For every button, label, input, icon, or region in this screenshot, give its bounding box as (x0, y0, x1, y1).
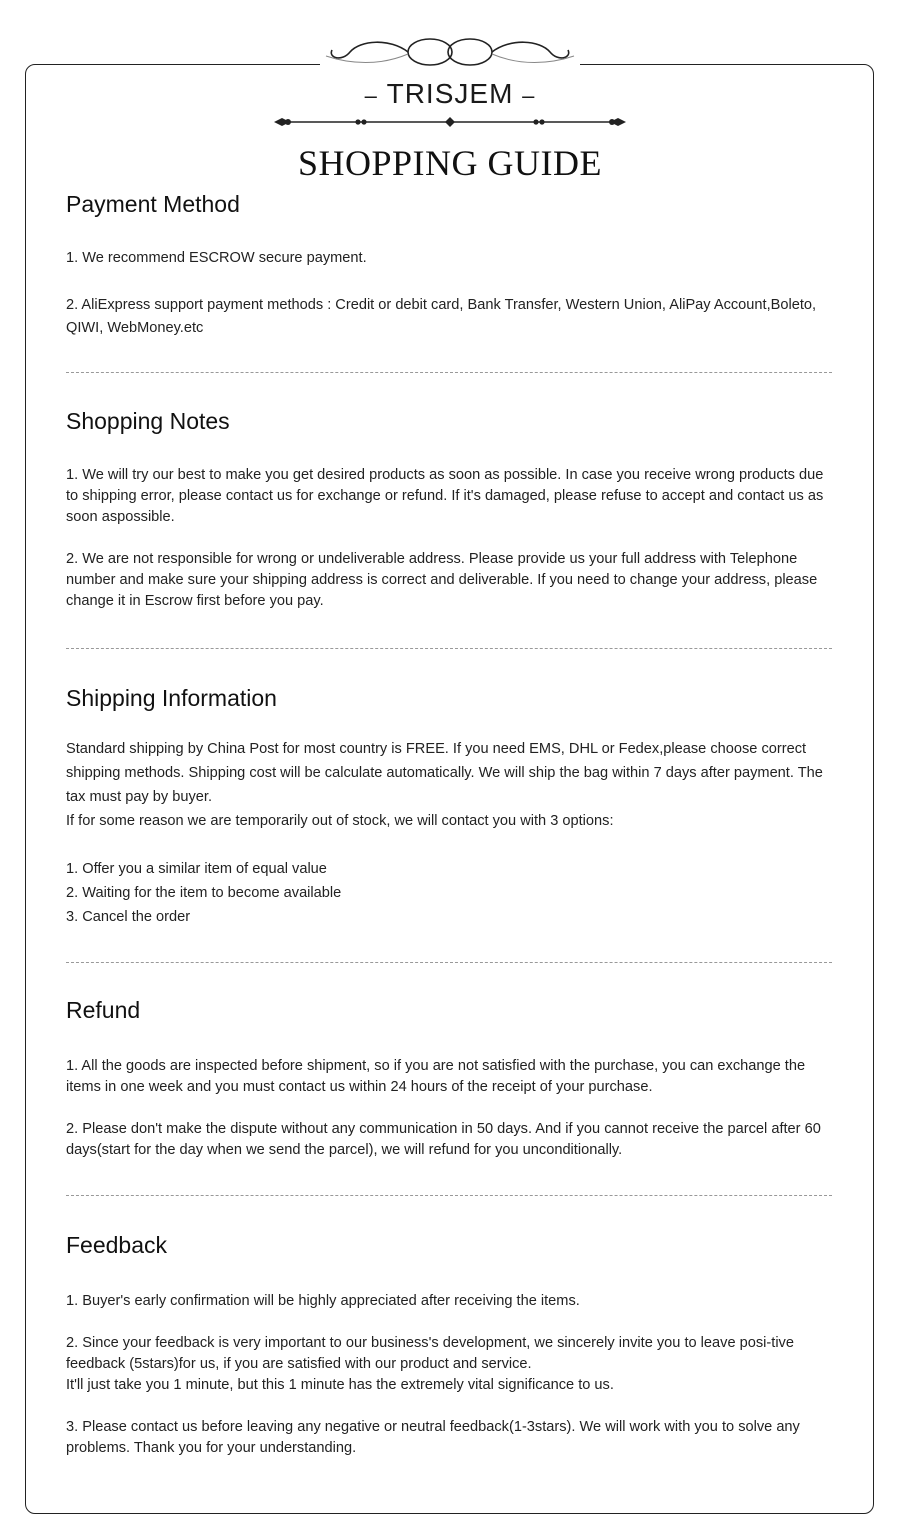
brand-name: TRISJEM (386, 78, 514, 109)
list-item: 2. Waiting for the item to become available (66, 885, 342, 901)
dashed-divider (66, 648, 832, 649)
paragraph: 2. We are not responsible for wrong or undeliverable address. Please provide us your full address with Telephone number and make sure your shipping address is correct and deliverable. If you need to change your address, please change it in Escrow first before you pay. (66, 551, 818, 609)
page-title: SHOPPING GUIDE (297, 143, 603, 183)
section-refund (66, 997, 834, 1158)
paragraph: 1. All the goods are inspected before shipment, so if you are not satisfied with the purchase, you can exchange the items in one week and you must contact us within 24 hours of the receipt of your purchase. (66, 1058, 806, 1095)
paragraph: 1. We recommend ESCROW secure payment. (66, 250, 367, 266)
paragraph: 3. Please contact us before leaving any negative or neutral feedback(1-3stars). We will work with you to solve any problems. Thank you for your understanding. (66, 1419, 800, 1456)
paragraph: If for some reason we are temporarily out of stock, we will contact you with 3 options: (66, 813, 614, 829)
section-heading: Shipping Information (66, 685, 277, 711)
section-heading: Refund (66, 997, 141, 1023)
dashed-divider (66, 372, 832, 373)
dashed-divider (66, 962, 832, 963)
flourish-ornament (320, 30, 580, 80)
brand-logo: – TRISJEM – (364, 78, 536, 109)
dashed-divider (66, 1195, 832, 1196)
list-item: 1. Offer you a similar item of equal value (66, 861, 327, 877)
paragraph: 1. Buyer's early confirmation will be highly appreciated after receiving the items. (66, 1293, 580, 1309)
paragraph: 2. AliExpress support payment methods : Credit or debit card, Bank Transfer, Western Union, AliPay Account,Boleto, QIWI, WebMoney.etc (66, 297, 817, 336)
paragraph: 2. Since your feedback is very important to our business's development, we sincerely invite you to leave posi-tive feedback (5stars)for us, if you are satisfied with our product and service. (66, 1335, 794, 1372)
paragraph: 1. We will try our best to make you get desired products as soon as possible. In case you receive wrong products due to shipping error, please contact us for exchange or refund. If it's damaged, please refuse to accept and contact us as soon aspossible. (66, 467, 824, 525)
section-shipping (66, 685, 834, 925)
paragraph: It'll just take you 1 minute, but this 1 minute has the extremely vital significance to us. (66, 1377, 614, 1393)
paragraph: 2. Please don't make the dispute without any communication in 50 days. And if you cannot receive the parcel after 60 days(start for the day when we send the parcel), we will refund for you unconditionally. (66, 1121, 821, 1158)
section-heading: Feedback (66, 1232, 168, 1258)
divider-ornament (270, 113, 630, 131)
section-heading: Payment Method (66, 191, 240, 217)
section-payment (66, 191, 834, 336)
section-feedback (66, 1232, 834, 1456)
section-shopping-notes (66, 408, 834, 609)
paragraph: Standard shipping by China Post for most country is FREE. If you need EMS, DHL or Fedex,please choose correct shipping methods. Shipping cost will be calculate automatically. We will ship the bag within 7 days after payment. The tax must pay by buyer. (66, 741, 823, 805)
list-item: 3. Cancel the order (66, 909, 191, 925)
section-heading: Shopping Notes (66, 408, 230, 434)
